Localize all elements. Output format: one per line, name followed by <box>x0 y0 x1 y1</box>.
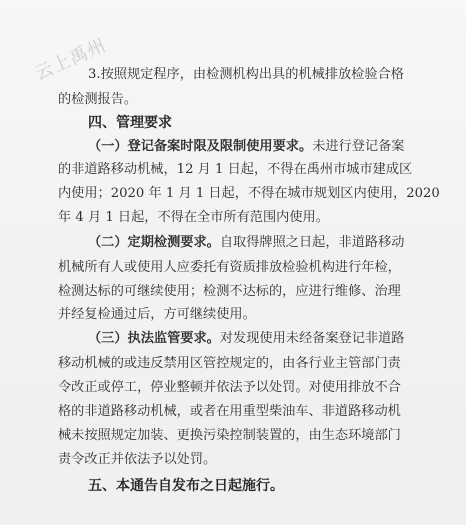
paragraph-line <box>88 234 405 252</box>
paragraph-line: 格的非道路移动机械，或者在用重型柴油车、非道路移动机 <box>58 404 401 419</box>
paragraph-line: 并经复检通过后，方可继续使用。 <box>58 307 256 322</box>
paragraph-line: 3.按照规定程序，由检测机构出具的机械排放检验合格 <box>88 67 404 82</box>
paragraph-line: 的非道路移动机械，12 月 1 日起，不得在禹州市城市建成区 <box>58 162 413 177</box>
item-text: 对发现使用未经备案登记非道路 <box>219 331 405 346</box>
section-heading-4: 四、管理要求 <box>88 115 172 131</box>
paragraph-line: 令改正或停工，停业整顿并依法予以处罚。对使用排放不合 <box>58 380 401 395</box>
paragraph-line: 的检测报告。 <box>58 92 138 107</box>
watermark-text: 云上禹州 <box>31 34 110 85</box>
paragraph-line: 械未按照规定加装、更换污染控制装置的，由生态环境部门 <box>58 428 401 443</box>
paragraph-line <box>88 138 405 156</box>
paragraph-line: 年 4 月 1 日起，不得在全市所有范围内使用。 <box>58 210 329 225</box>
paragraph-line: 责令改正并依法予以处罚。 <box>58 452 217 467</box>
paragraph-line: 内使用；2020 年 1 月 1 日起，不得在城市规划区内使用，2020 <box>58 186 440 201</box>
paragraph-line: 检测达标的可继续使用；检测不达标的，应进行维修、治理 <box>58 284 401 299</box>
item-title: （三）执法监管要求。 <box>88 331 220 346</box>
item-text: 自取得牌照之日起，非道路移动 <box>219 235 405 250</box>
item-text: 未进行登记备案 <box>312 139 405 154</box>
item-title: （一）登记备案时限及限制使用要求。 <box>88 139 313 154</box>
paragraph-line: 移动机械的或违反禁用区管控规定的，由各行业主管部门责 <box>58 356 401 371</box>
section-heading-5: 五、本通告自发布之日起施行。 <box>88 478 284 494</box>
item-title: （二）定期检测要求。 <box>88 235 220 250</box>
paragraph-line: 机械所有人或使用人应委托有资质排放检验机构进行年检， <box>58 260 401 275</box>
paragraph-line <box>88 330 405 348</box>
